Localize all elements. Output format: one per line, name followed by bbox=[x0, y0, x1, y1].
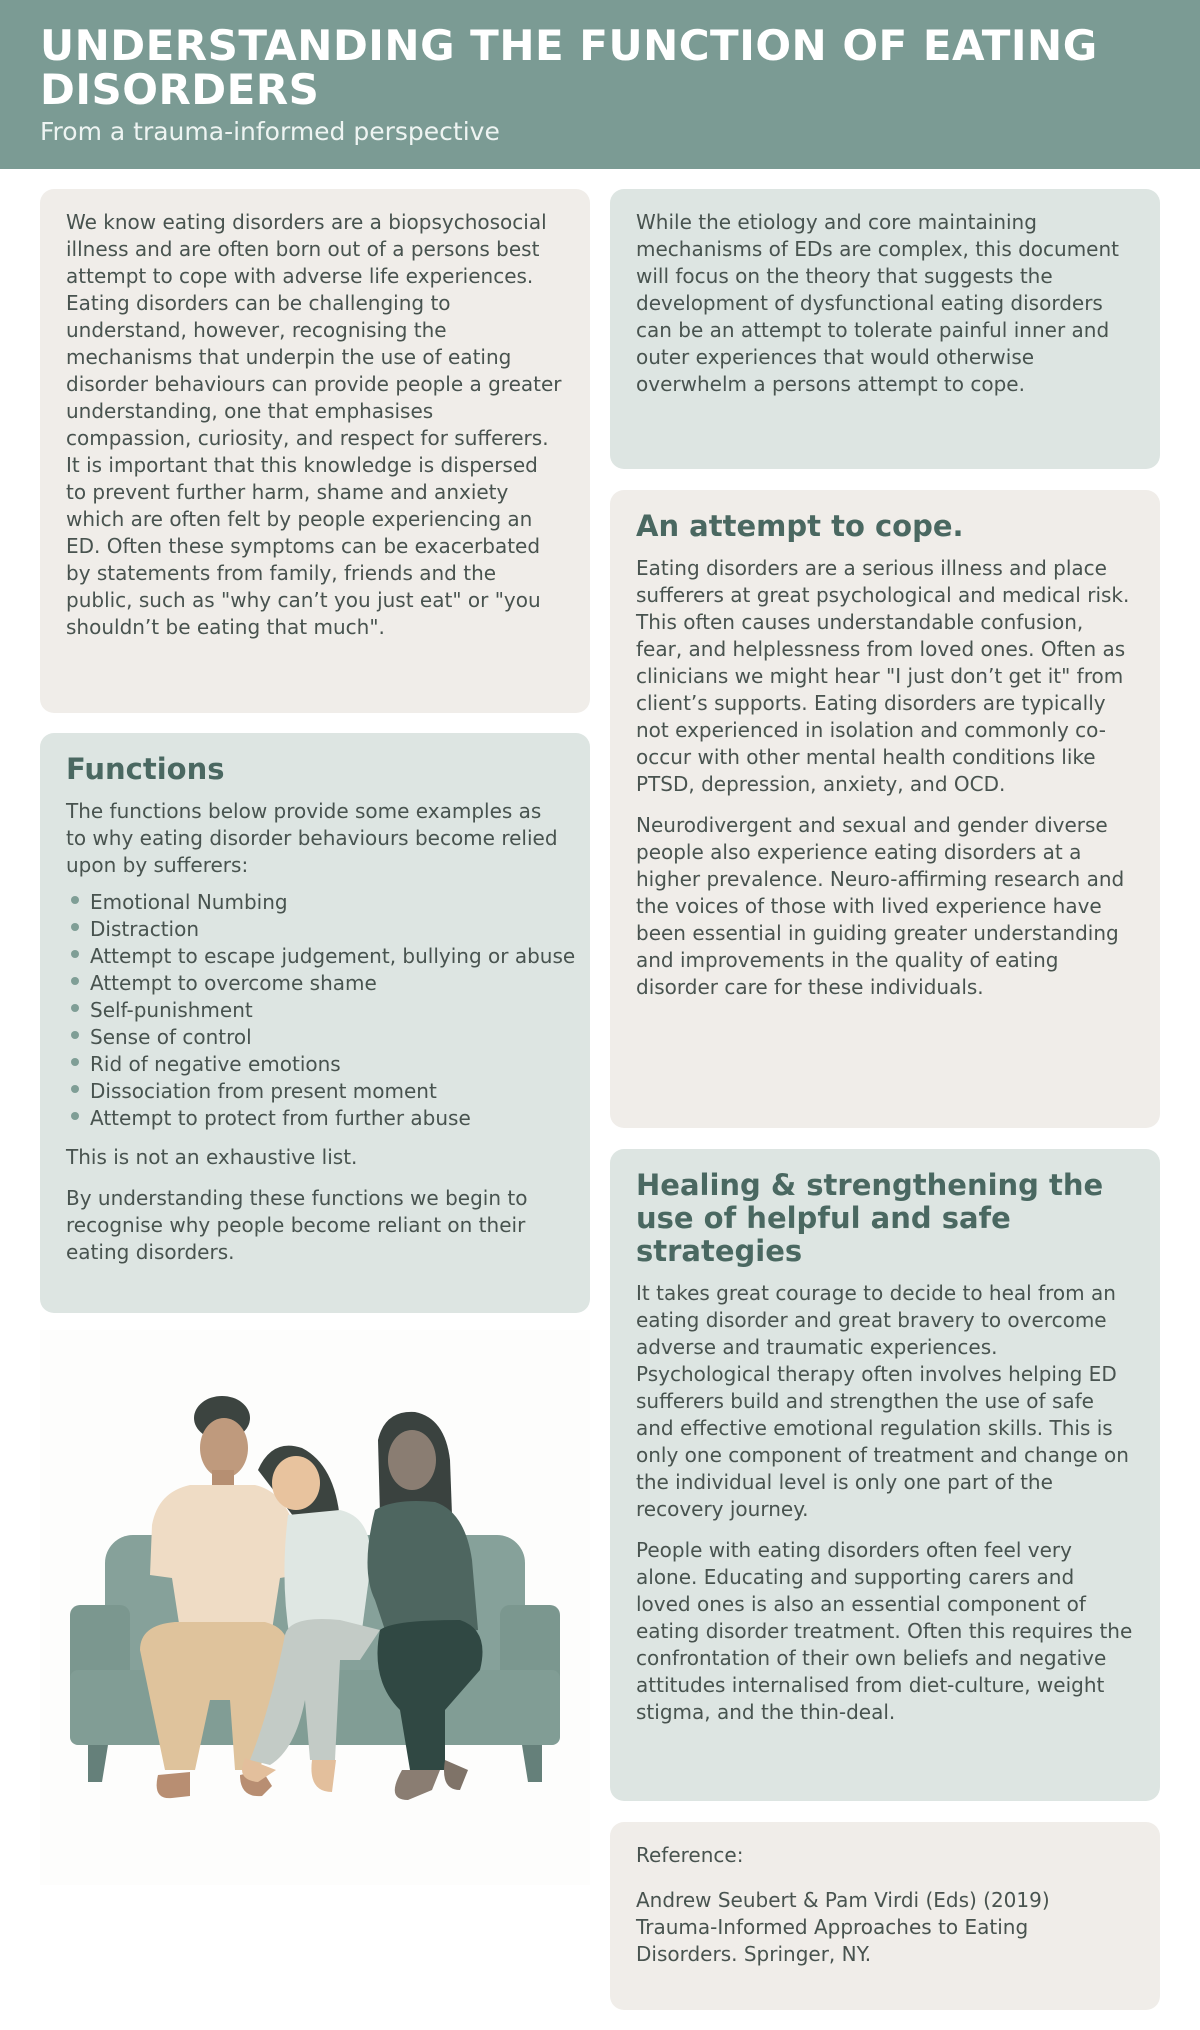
list-item: Emotional Numbing bbox=[66, 889, 564, 916]
functions-list bbox=[66, 889, 576, 1132]
functions-closing: By understanding these functions we begin to recognise why people become reliant on their eating disorders. bbox=[66, 1186, 528, 1264]
cope-heading: An attempt to cope. bbox=[636, 509, 964, 543]
page-header bbox=[0, 0, 1200, 169]
cope-paragraph-1: Eating disorders are a serious illness and place sufferers at great psychological and medical risk. This often causes understandable confusion, fear, and helplessness from loved ones. Often as clinicians we might hear "I just don’t get it" from client’s supports. Eating disorders are typically not experienced in isolation and commonly co-occur with other mental health conditions like PTSD, depression, anxiety, and OCD. bbox=[636, 556, 1130, 796]
list-item: Rid of negative emotions bbox=[66, 1051, 564, 1078]
page-title: UNDERSTANDING THE FUNCTION OF EATING DISORDERS bbox=[40, 21, 1098, 114]
cope-card bbox=[610, 490, 1160, 1128]
list-item: Attempt to overcome shame bbox=[66, 970, 564, 997]
reference-label: Reference: bbox=[636, 1843, 744, 1867]
healing-card bbox=[610, 1149, 1160, 1801]
etiology-text: While the etiology and core maintaining mechanisms of EDs are complex, this document will focus on the theory that suggests the development of dysfunctional eating disorders can be an attempt to tolerate painful inner and outer experiences that would otherwise overwhelm a persons attempt to cope. bbox=[636, 210, 1120, 396]
page-subtitle: From a trauma-informed perspective bbox=[40, 117, 500, 146]
cope-paragraph-2: Neurodivergent and sexual and gender diverse people also experience eating disorders at a higher prevalence. Neuro-affirming research and the voices of those with lived experience have been essential in guiding greater understanding and improvements in the quality of eating disorder care for these individuals. bbox=[636, 813, 1125, 999]
intro-card bbox=[40, 189, 590, 713]
intro-text: We know eating disorders are a biopsychosocial illness and are often born out of a persons best attempt to cope with adverse life experiences. Eating disorders can be challenging to understand, however, recognising the mechanisms that underpin the use of eating disorder behaviours can provide people a greater understanding, one that emphasises compassion, curiosity, and respect for sufferers. It is important that this knowledge is dispersed to prevent further harm, shame and anxiety which are often felt by people experiencing an ED. Often these symptoms can be exacerbated by statements from family, friends and the public, such as "why can’t you just eat" or "you shouldn’t be eating that much". bbox=[66, 210, 562, 639]
healing-paragraph-1: It takes great courage to decide to heal from an eating disorder and great bravery to overcome adverse and traumatic experiences. Psychological therapy often involves helping ED sufferers build and strengthen the use of safe and effective emotional regulation skills. This is only one component of treatment and change on the individual level is only one part of the recovery journey. bbox=[636, 1281, 1129, 1521]
list-item: Self-punishment bbox=[66, 997, 564, 1024]
three-people-on-sofa-illustration bbox=[40, 1330, 590, 1885]
healing-heading: Healing & strengthening the use of helpful and safe strategies bbox=[636, 1168, 1104, 1268]
functions-note: This is not an exhaustive list. bbox=[66, 1145, 358, 1169]
etiology-card bbox=[610, 189, 1160, 469]
healing-paragraph-2: People with eating disorders often feel very alone. Educating and supporting carers and loved ones is also an essential component of eating disorder treatment. Often this requires the confrontation of their own beliefs and negative attitudes internalised from diet-culture, weight stigma, and the thin-deal. bbox=[636, 1538, 1133, 1724]
list-item: Dissociation from present moment bbox=[66, 1078, 564, 1105]
list-item: Sense of control bbox=[66, 1024, 564, 1051]
functions-intro: The functions below provide some examples as to why eating disorder behaviours become relied upon by sufferers: bbox=[66, 799, 558, 877]
functions-heading: Functions bbox=[66, 752, 225, 786]
reference-card bbox=[610, 1822, 1160, 2010]
list-item: Distraction bbox=[66, 916, 564, 943]
functions-card bbox=[40, 733, 590, 1313]
list-item: Attempt to protect from further abuse bbox=[66, 1105, 564, 1132]
reference-citation: Andrew Seubert & Pam Virdi (Eds) (2019) Trauma-Informed Approaches to Eating Disorders. Springer, NY. bbox=[636, 1888, 1050, 1966]
list-item: Attempt to escape judgement, bullying or abuse bbox=[66, 943, 564, 970]
